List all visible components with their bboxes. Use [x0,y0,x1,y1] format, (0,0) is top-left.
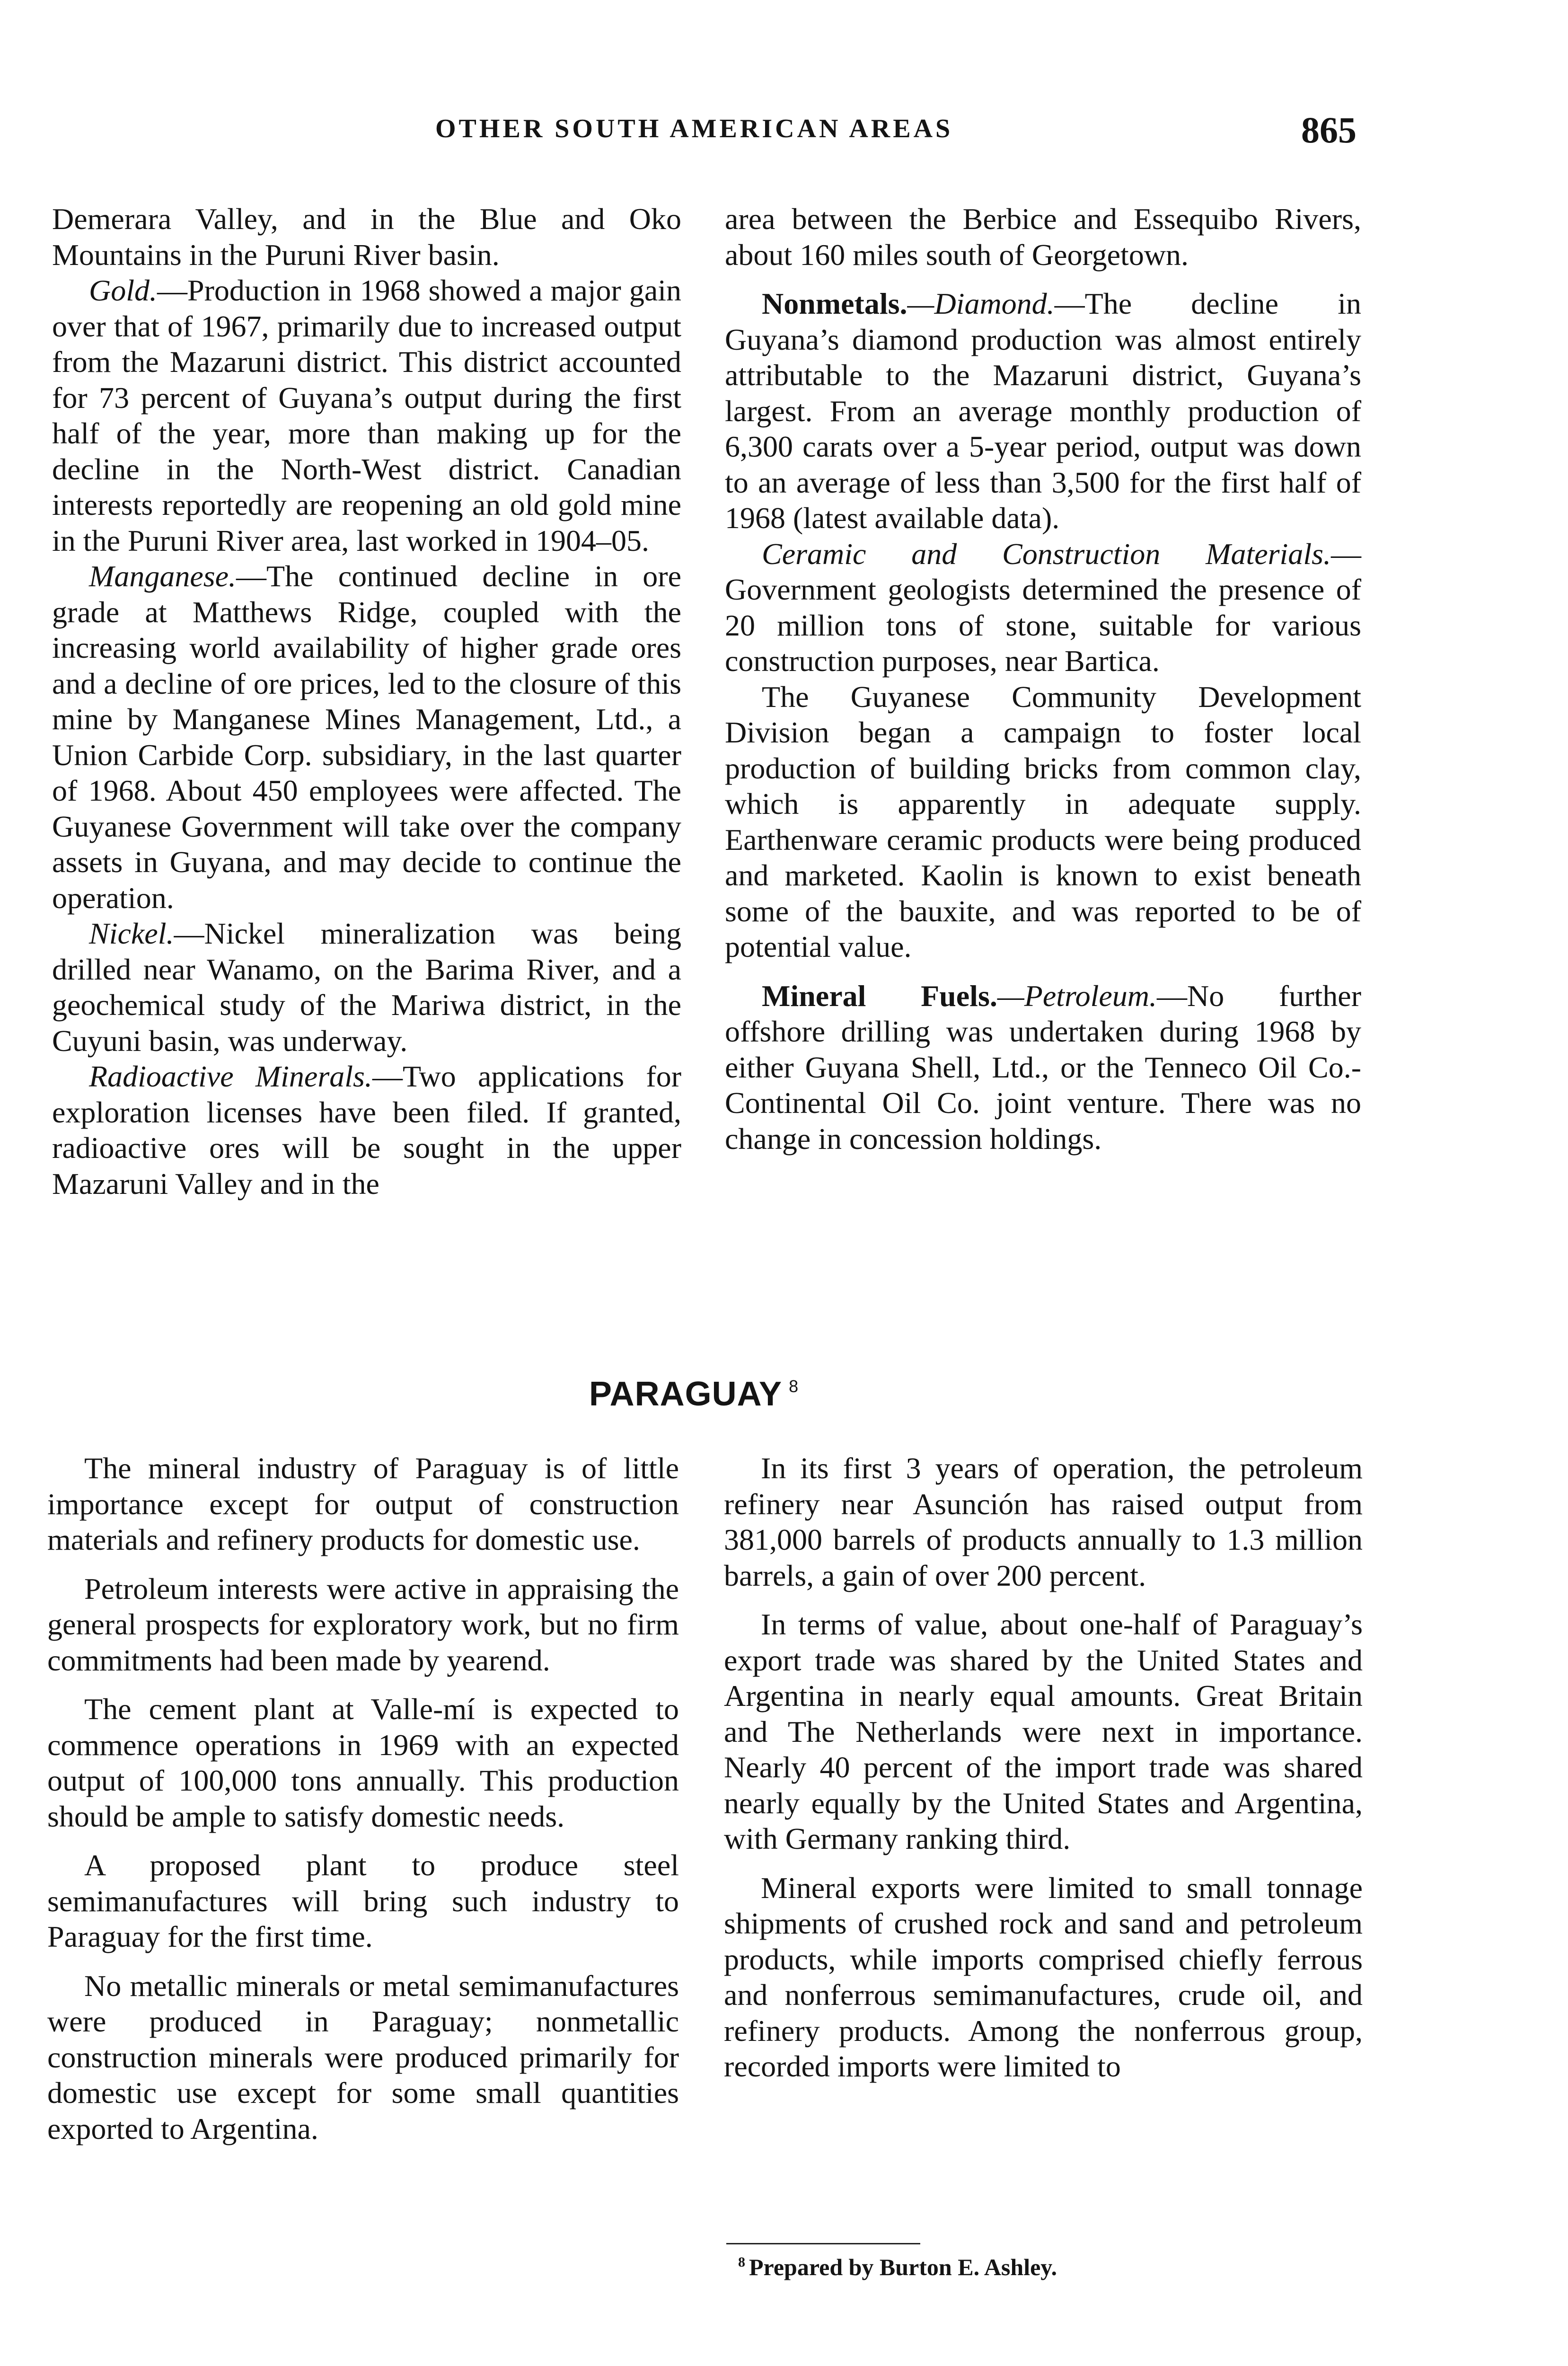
bottom-right-column [724,1450,1363,2084]
paragraph-diamond: Nonmetals.—Diamond.—The decline in Guyana’s diamond production was almost entirely attributable to the Mazaruni district, Guyana’s largest. From an average monthly production of 6,300 carats over a 5-year period, output was down to an average of less than 3,500 for the first half of 1968 (latest available data). [725,287,1361,535]
footnote-mark: 8 [738,2254,745,2270]
paragraph: Mineral exports were limited to small tonnage shipments of crushed rock and sand and petroleum products, while imports comprised chiefly ferrous and nonferrous semimanufactures, crude oil, and refinery products. Among the nonferrous group, recorded imports were limited to [724,1871,1363,2083]
footnote [738,2253,1057,2281]
ceramic-label: Ceramic and Construction Materials. [762,537,1331,571]
top-right-column [725,201,1361,1157]
paragraph: No metallic minerals or metal semimanufactures were produced in Paraguay; nonmetallic construction minerals were produced primarily for domestic use except for some small quantities exported to Argentina. [47,1969,679,2145]
paragraph: In its first 3 years of operation, the petroleum refinery near Asunción has raised output from 381,000 barrels of products annually to 1.3 million barrels, a gain of over 200 percent. [724,1451,1363,1592]
section-title: PARAGUAY $^8$ [589,1375,799,1413]
manganese-label: Manganese. [89,559,237,593]
paragraph-gold: Gold.—Production in 1968 showed a major gain over that of 1967, primarily due to increased output from the Mazaruni district. This district accounted for 73 percent of Guyana’s output during the first half of the year, more than making up for the decline in the North-West district. Canadian interests reportedly are reopening an old gold mine in the Puruni River area, last worked in 1904–05. [52,274,681,557]
mineral-fuels-label: Mineral Fuels. [762,979,997,1013]
paragraph-ceramic: Ceramic and Construction Materials.—Government geologists determined the presence of 20 million tons of stone, suitable for various construction purposes, near Bartica. [725,537,1361,678]
bottom-left-column [47,1450,679,2146]
paragraph: area between the Berbice and Essequibo Rivers, about 160 miles south of Georgetown. [725,202,1361,272]
radioactive-label: Radioactive Minerals. [89,1059,372,1093]
footnote-reference: 8 [789,1377,799,1396]
nickel-label: Nickel. [89,917,174,950]
petroleum-label: —Petroleum. [997,979,1157,1013]
footnote-divider [726,2243,920,2244]
paragraph: Petroleum interests were active in appraising the general prospects for exploratory work, but no firm commitments had been made by yearend. [47,1571,679,1677]
paragraph-nickel: Nickel.—Nickel mineralization was being drilled near Wanamo, on the Barima River, and a geochemical study of the Mariwa district, in the Cuyuni basin, was underway. [52,917,681,1058]
paragraph-manganese: Manganese.—The continued decline in ore grade at Matthews Ridge, coupled with the increasing world availability of higher grade ores and a decline of ore prices, led to the closure of this mine by Manganese Mines Management, Ltd., a Union Carbide Corp. subsidiary, in the last quarter of 1968. About 450 employees were affected. The Guyanese Government will take over the company assets in Guyana, and may decide to continue the operation. [52,559,681,915]
running-head: OTHER SOUTH AMERICAN AREAS [435,114,953,143]
nonmetals-label: Nonmetals. [762,287,907,320]
paragraph: The cement plant at Valle-mí is expected to commence operations in 1969 with an expected output of 100,000 tons annually. This production should be ample to satisfy domestic needs. [47,1692,679,1833]
gold-label: Gold. [89,274,157,307]
paragraph-petroleum: Mineral Fuels.—Petroleum.—No further offshore drilling was undertaken during 1968 by either Guyana Shell, Ltd., or the Tenneco Oil Co.-Continental Oil Co. joint venture. There was no change in concession holdings. [725,979,1361,1156]
diamond-label: —Diamond. [907,287,1055,320]
paragraph: In terms of value, about one-half of Paraguay’s export trade was shared by the United States and Argentina in nearly equal amounts. Great Britain and The Netherlands were next in importance. Nearly 40 percent of the import trade was shared nearly equally by the United States and Argentina, with Germany ranking third. [724,1607,1363,1855]
paragraph: A proposed plant to produce steel semimanufactures will bring such industry to Paraguay for the first time. [47,1848,679,1953]
top-left-column [52,201,681,1201]
page-number: 865 [1301,109,1357,150]
paragraph: The mineral industry of Paraguay is of little importance except for output of construction materials and refinery products for domestic use. [47,1451,679,1556]
paragraph-radioactive: Radioactive Minerals.—Two applications for exploration licenses have been filed. If granted, radioactive ores will be sought in the upper Mazaruni Valley and in the [52,1059,682,1201]
paragraph: Demerara Valley, and in the Blue and Oko Mountains in the Puruni River basin. [52,202,681,272]
page-header [0,109,1568,161]
paragraph-community: The Guyanese Community Development Division began a campaign to foster local production of building bricks from common clay, which is apparently in adequate supply. Earthenware ceramic products were being produced and marketed. Kaolin is known to exist beneath some of the bauxite, and was reported to be of potential value. [725,680,1361,963]
footnote-text: Prepared by Burton E. Ashley. [749,2254,1057,2280]
